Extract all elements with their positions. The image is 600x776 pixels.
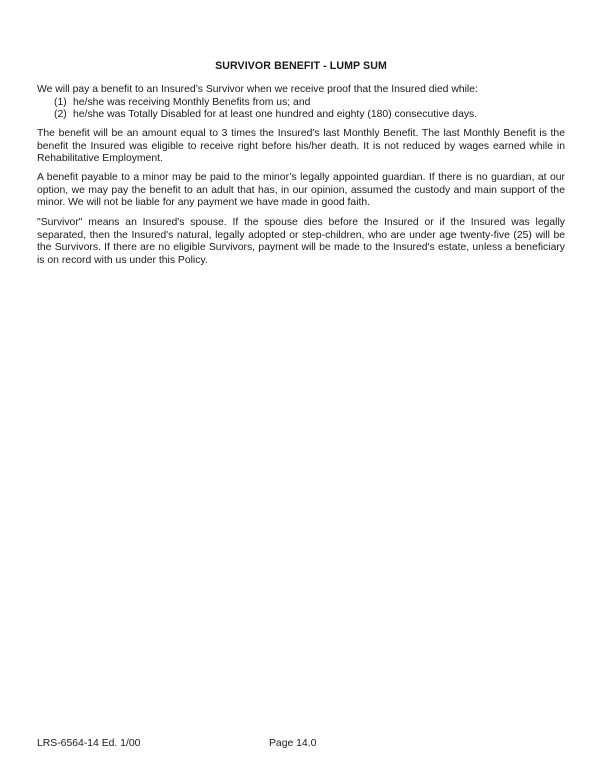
intro-text: We will pay a benefit to an Insured’s Survivor when we receive proof that the Insured died while: [37, 84, 478, 95]
condition-item [37, 97, 565, 110]
page-number: Page 14.0 [269, 738, 317, 749]
condition-item [37, 109, 565, 122]
conditions-list [37, 97, 565, 122]
paragraph-minor-payment: A benefit payable to a minor may be paid to the minor’s legally appointed guardian. If there is no guardian, at our option, we may pay the benefit to an adult that has, in our opinion, assumed the custody and main support of the minor. We will not be liable for any payment we have made in good faith. [37, 172, 565, 209]
paragraph-survivor-definition: "Survivor" means an Insured's spouse. If the spouse dies before the Insured or if the Insured was legally separated, then the Insured's natural, legally adopted or step-children, who are under age twenty-five (25) will be the Survivors. If there are no eligible Survivors, payment will be made to the Insured's estate, unless a beneficiary is on record with us under this Policy. [37, 217, 565, 266]
condition-text: he/she was Totally Disabled for at least one hundred and eighty (180) consecutive days. [73, 109, 478, 121]
intro-block [37, 84, 565, 122]
paragraph-benefit-amount: The benefit will be an amount equal to 3 times the Insured’s last Monthly Benefit. The last Monthly Benefit is the benefit the Insured was eligible to receive right before his/her death. It is not reduced by wages earned while in Rehabilitative Employment. [37, 128, 565, 165]
condition-number: (1) [54, 96, 67, 108]
document-page [37, 0, 565, 776]
form-identifier: LRS-6564-14 Ed. 1/00 [37, 738, 141, 749]
section-title: SURVIVOR BENEFIT - LUMP SUM [215, 60, 387, 72]
condition-number: (2) [54, 109, 67, 121]
condition-text: he/she was receiving Monthly Benefits from us; and [73, 96, 311, 108]
